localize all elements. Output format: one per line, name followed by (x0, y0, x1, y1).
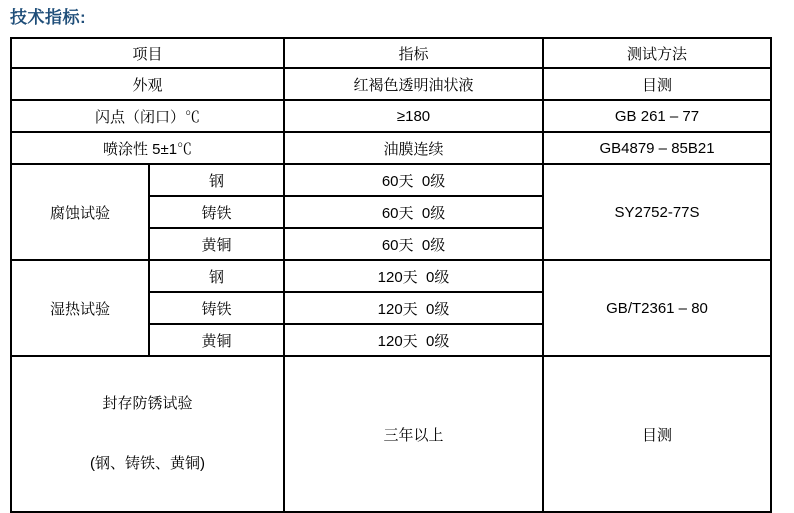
cell-value: 120天 0级 (284, 324, 543, 356)
cell-item: 外观 (11, 68, 284, 100)
cell-item-line2: (钢、铸铁、黄铜) (90, 455, 205, 472)
cell-method: GB/T2361 – 80 (543, 260, 771, 356)
cell-value: 60天 0级 (284, 228, 543, 260)
cell-value: 油膜连续 (284, 132, 543, 164)
cell-method: 目测 (543, 356, 771, 512)
cell-group: 腐蚀试验 (11, 164, 149, 260)
cell-method: SY2752-77S (543, 164, 771, 260)
cell-value: ≥180 (284, 100, 543, 132)
page-title: 技术指标: (10, 8, 87, 27)
table-row-sealed-rust (11, 356, 771, 512)
header-method: 测试方法 (543, 38, 771, 68)
cell-material: 黄铜 (149, 324, 284, 356)
cell-material: 黄铜 (149, 228, 284, 260)
cell-method: GB4879 – 85B21 (543, 132, 771, 164)
cell-method: GB 261 – 77 (543, 100, 771, 132)
header-item: 项目 (11, 38, 284, 68)
cell-method: 目测 (543, 68, 771, 100)
cell-value: 120天 0级 (284, 260, 543, 292)
spec-table (10, 37, 772, 513)
cell-value: 60天 0级 (284, 196, 543, 228)
table-row-flashpoint (11, 100, 771, 132)
cell-group: 湿热试验 (11, 260, 149, 356)
table-row-dampheat-steel (11, 260, 771, 292)
table-row-appearance (11, 68, 771, 100)
cell-material: 铸铁 (149, 196, 284, 228)
table-row-sprayability (11, 132, 771, 164)
cell-material: 铸铁 (149, 292, 284, 324)
cell-item: 喷涂性 5±1℃ (11, 132, 284, 164)
cell-item (11, 356, 284, 512)
cell-material: 钢 (149, 260, 284, 292)
header-value: 指标 (284, 38, 543, 68)
cell-value: 红褐色透明油状液 (284, 68, 543, 100)
cell-value: 120天 0级 (284, 292, 543, 324)
cell-value: 三年以上 (284, 356, 543, 512)
table-row-corrosion-steel (11, 164, 771, 196)
table-header-row (11, 38, 771, 68)
cell-item-line1: 封存防锈试验 (102, 395, 193, 412)
cell-value: 60天 0级 (284, 164, 543, 196)
cell-item: 闪点（闭口）℃ (11, 100, 284, 132)
cell-material: 钢 (149, 164, 284, 196)
